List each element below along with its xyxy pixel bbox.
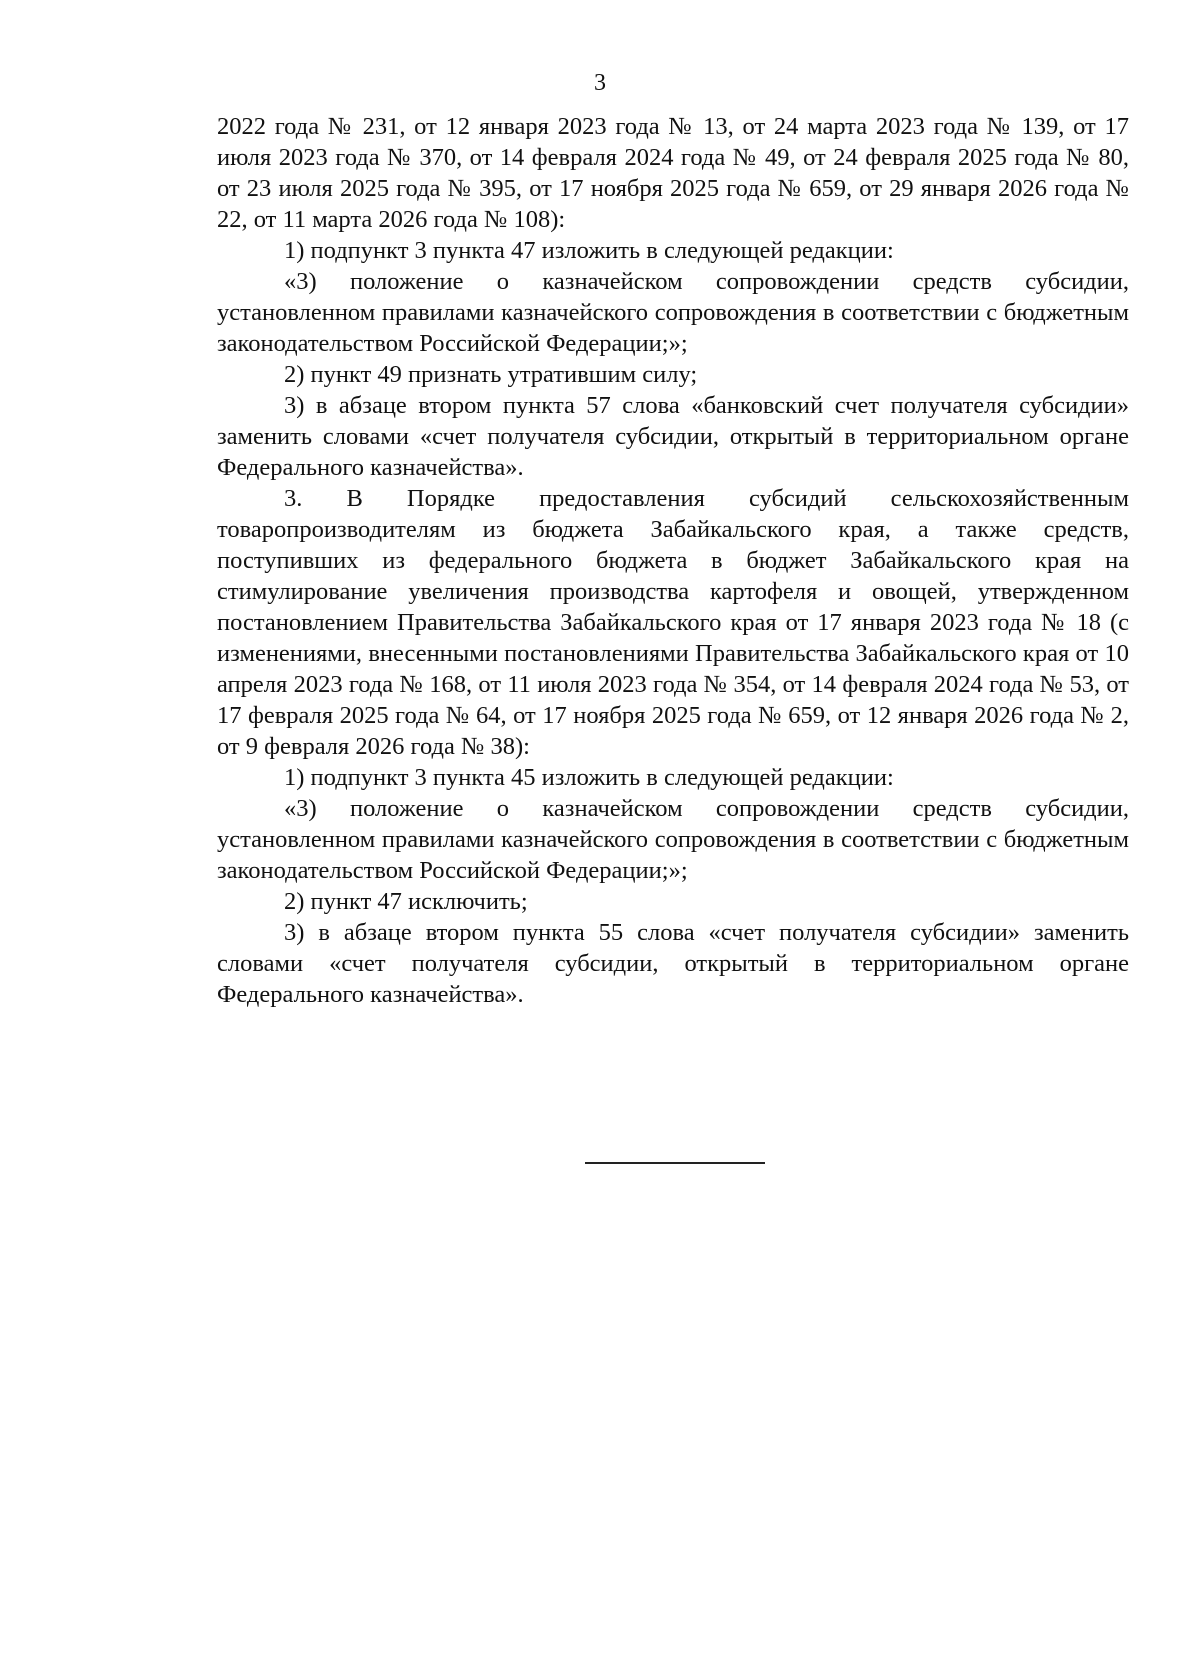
paragraph-quoted-text: «3) положение о казначейском сопровождении средств субсидии, установленном правилами казначейского сопровождения в соответствии с бюджетным законодательством Российской Федерации;»; <box>217 795 1129 884</box>
paragraph-item-3: 3) в абзаце втором пункта 57 слова «банковский счет получателя субсидии» заменить словами «счет получателя субсидии, открытый в территориальном органе Федерального казначейства». <box>217 392 1129 481</box>
paragraph-amendment-list-continuation: 2022 года № 231, от 12 января 2023 года № 13, от 24 марта 2023 года № 139, от 17 июля 2023 года № 370, от 14 февраля 2024 года № 49, от 24 февраля 2025 года № 80, от 23 июля 2025 года № 395, от 17 ноября 2025 года № 659, от 29 января 2026 года № 22, от 11 марта 2026 года № 108): <box>217 113 1129 233</box>
paragraph-item-2: 2) пункт 49 признать утратившим силу; <box>284 361 698 388</box>
paragraph-item-1: 1) подпункт 3 пункта 47 изложить в следующей редакции: <box>284 237 894 264</box>
document-body <box>217 111 1129 1010</box>
paragraph-item-1: 1) подпункт 3 пункта 45 изложить в следующей редакции: <box>284 764 894 791</box>
paragraph-item-3: 3) в абзаце втором пункта 55 слова «счет получателя субсидии» заменить словами «счет получателя субсидии, открытый в территориальном органе Федерального казначейства». <box>217 919 1129 1008</box>
page-number: 3 <box>594 70 606 96</box>
paragraph-section-3: 3. В Порядке предоставления субсидий сельскохозяйственным товаропроизводителям из бюджета Забайкальского края, а также средств, поступивших из федерального бюджета в бюджет Забайкальского края на стимулирование увеличения производства картофеля и овощей, утвержденном постановлением Правительства Забайкальского края от 17 января 2023 года № 18 (с изменениями, внесенными постановлениями Правительства Забайкальского края от 10 апреля 2023 года № 168, от 11 июля 2023 года № 354, от 14 февраля 2024 года № 53, от 17 февраля 2025 года № 64, от 17 ноября 2025 года № 659, от 12 января 2026 года № 2, от 9 февраля 2026 года № 38): <box>217 485 1129 760</box>
paragraph-quoted-text: «3) положение о казначейском сопровождении средств субсидии, установленном правилами казначейского сопровождения в соответствии с бюджетным законодательством Российской Федерации;»; <box>217 268 1129 357</box>
end-of-document-rule <box>585 1162 765 1164</box>
paragraph-item-2: 2) пункт 47 исключить; <box>284 888 528 915</box>
